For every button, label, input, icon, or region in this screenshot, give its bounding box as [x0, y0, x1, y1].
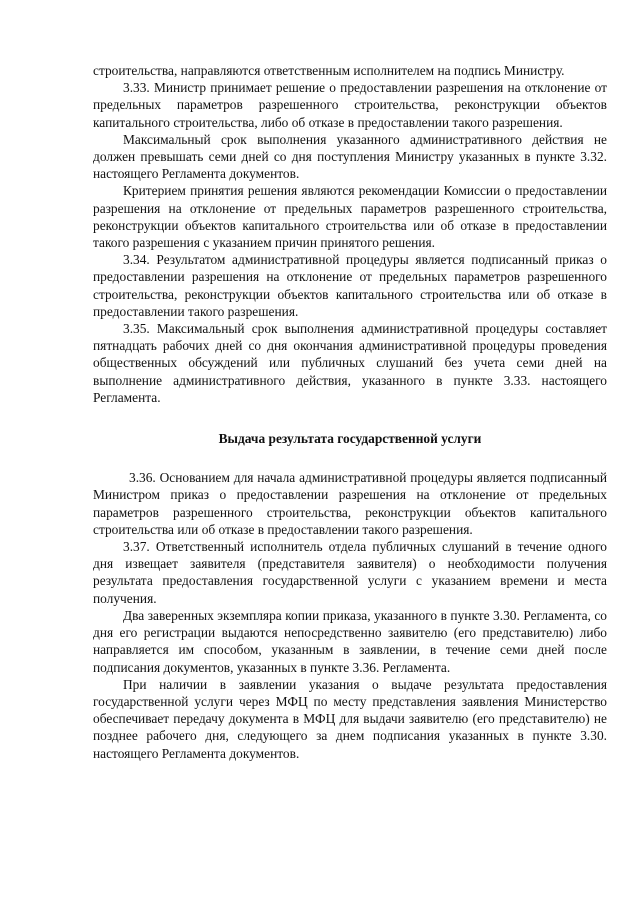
- paragraph-3-33: 3.33. Министр принимает решение о предоставлении разрешения на отклонение от предельных параметров разрешенного строительства, реконструкции объектов капитального строительства, либо об отказе в предоставлении такого разрешения.: [93, 80, 607, 130]
- paragraph-copies: Два заверенных экземпляра копии приказа, указанного в пункте 3.30. Регламента, со дня его регистрации выдаются непосредственно заявителю (его представителю) либо направляется им способом, указанным в заявлении, в течение семи дней после подписания документов, указанных в пункте 3.36. Регламента.: [93, 607, 607, 675]
- paragraph-3-37: 3.37. Ответственный исполнитель отдела публичных слушаний в течение одного дня извещает заявителя (представителя заявителя) о необходимости получения результата предоставления государственной услуги с указанием времени и места получения.: [93, 539, 607, 606]
- paragraph-criterion: Критерием принятия решения являются рекомендации Комиссии о предоставлении разрешения на отклонение от предельных параметров разрешенного строительства, реконструкции объектов капитального строительства или об отказе в предоставлении такого разрешения с указанием причин принятого решения.: [93, 183, 607, 251]
- document-page: [93, 62, 607, 762]
- paragraph-3-36: 3.36. Основанием для начала административной процедуры является подписанный Министром приказ о предоставлении разрешения на отклонение от предельных параметров разрешенного строительства, реконструкции объектов капитального строительства или об отказе в предоставлении такого разрешения.: [93, 470, 607, 537]
- paragraph-3-35: 3.35. Максимальный срок выполнения административной процедуры составляет пятнадцать рабочих дней со дня окончания административной процедуры проведения общественных обсуждений или публичных слушаний без учета семи дней на выполнение административного действия, указанного в пункте 3.33. настоящего Регламента.: [93, 321, 607, 405]
- paragraph-deadline: Максимальный срок выполнения указанного административного действия не должен превышать семи дней со дня поступления Министру указанных в пункте 3.32. настоящего Регламента документов.: [93, 131, 607, 182]
- section-title: Выдача результата государственной услуги: [218, 431, 482, 447]
- paragraph-continuation: строительства, направляются ответственным исполнителем на подпись Министру.: [93, 63, 565, 78]
- paragraph-3-34: 3.34. Результатом административной процедуры является подписанный приказ о предоставлении разрешения на отклонение от предельных параметров разрешенного строительства, реконструкции объектов капитального строительства или об отказе в предоставлении такого разрешения.: [93, 252, 607, 319]
- paragraph-mfc: При наличии в заявлении указания о выдаче результата предоставления государственной услуги через МФЦ по месту представления заявления Министерство обеспечивает передачу документа в МФЦ для выдачи заявителю (его представителю) не позднее рабочего дня, следующего за днем подписания указанных в пункте 3.30. настоящего Регламента документов.: [93, 676, 607, 761]
